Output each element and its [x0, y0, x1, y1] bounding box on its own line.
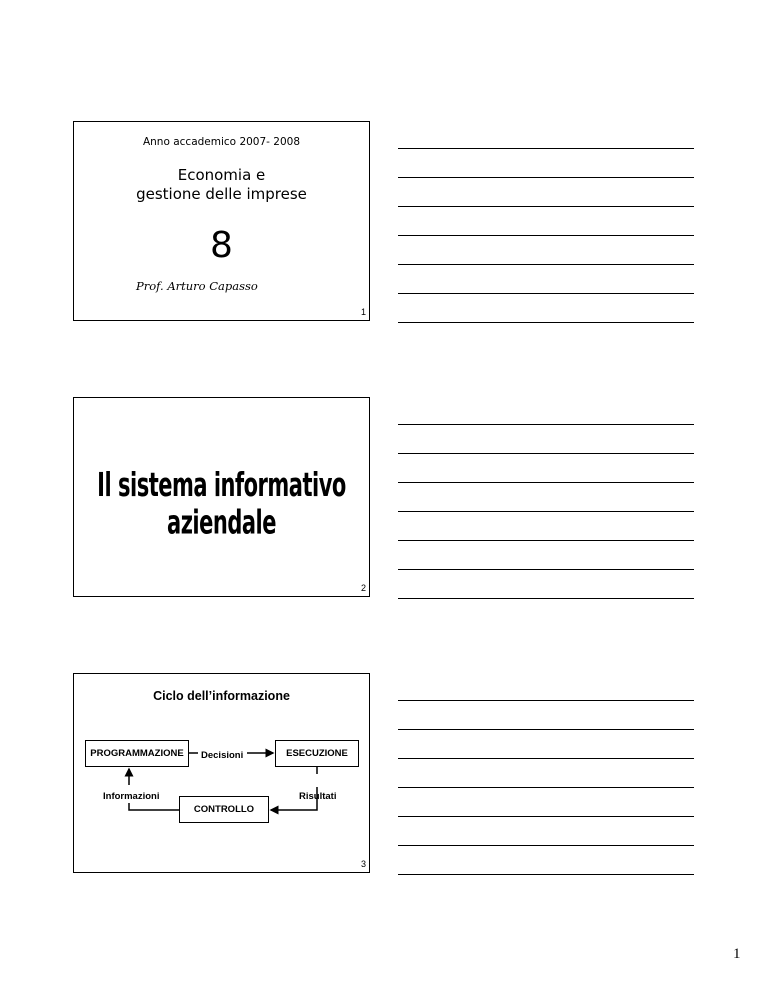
course-title-line-2: gestione delle imprese: [136, 185, 307, 203]
note-line: [398, 235, 694, 236]
slide-number: 1: [360, 307, 366, 317]
course-title-line-1: Economia e: [177, 166, 266, 184]
slide-number: 3: [360, 859, 366, 869]
note-line: [398, 264, 694, 265]
note-line: [398, 322, 694, 323]
risultati-label: Risultati: [299, 791, 337, 802]
programmazione-box: PROGRAMMAZIONE: [85, 740, 189, 767]
note-line: [398, 482, 694, 483]
note-line: [398, 700, 694, 701]
note-line: [398, 293, 694, 294]
cycle-arrows: [74, 674, 371, 874]
slide-3: [73, 673, 370, 873]
informazioni-label: Informazioni: [103, 791, 160, 802]
note-line: [398, 453, 694, 454]
note-line: [398, 874, 694, 875]
note-line: [398, 758, 694, 759]
academic-year: Anno accademico 2007- 2008: [142, 136, 301, 148]
informazioni-connector: [129, 803, 179, 810]
note-line: [398, 424, 694, 425]
decisioni-label: Decisioni: [201, 750, 244, 761]
lesson-number: 8: [210, 225, 233, 266]
page-number: 1: [733, 946, 741, 962]
note-line: [398, 206, 694, 207]
note-line: [398, 816, 694, 817]
slide-number: 2: [360, 583, 366, 593]
note-line: [398, 787, 694, 788]
note-line: [398, 569, 694, 570]
slide-2: [73, 397, 370, 597]
course-title: [74, 166, 369, 204]
author: Prof. Arturo Capasso: [136, 279, 258, 293]
note-line: [398, 148, 694, 149]
note-line: [398, 598, 694, 599]
note-line: [398, 177, 694, 178]
note-line: [398, 511, 694, 512]
note-line: [398, 540, 694, 541]
note-line: [398, 729, 694, 730]
slide-1: [73, 121, 370, 321]
slide-title: Ciclo dell’informazione: [153, 689, 290, 703]
controllo-box: CONTROLLO: [179, 796, 269, 823]
slide-title: Il sistema informativo aziendale: [97, 466, 346, 542]
note-line: [398, 845, 694, 846]
esecuzione-box: ESECUZIONE: [275, 740, 359, 767]
